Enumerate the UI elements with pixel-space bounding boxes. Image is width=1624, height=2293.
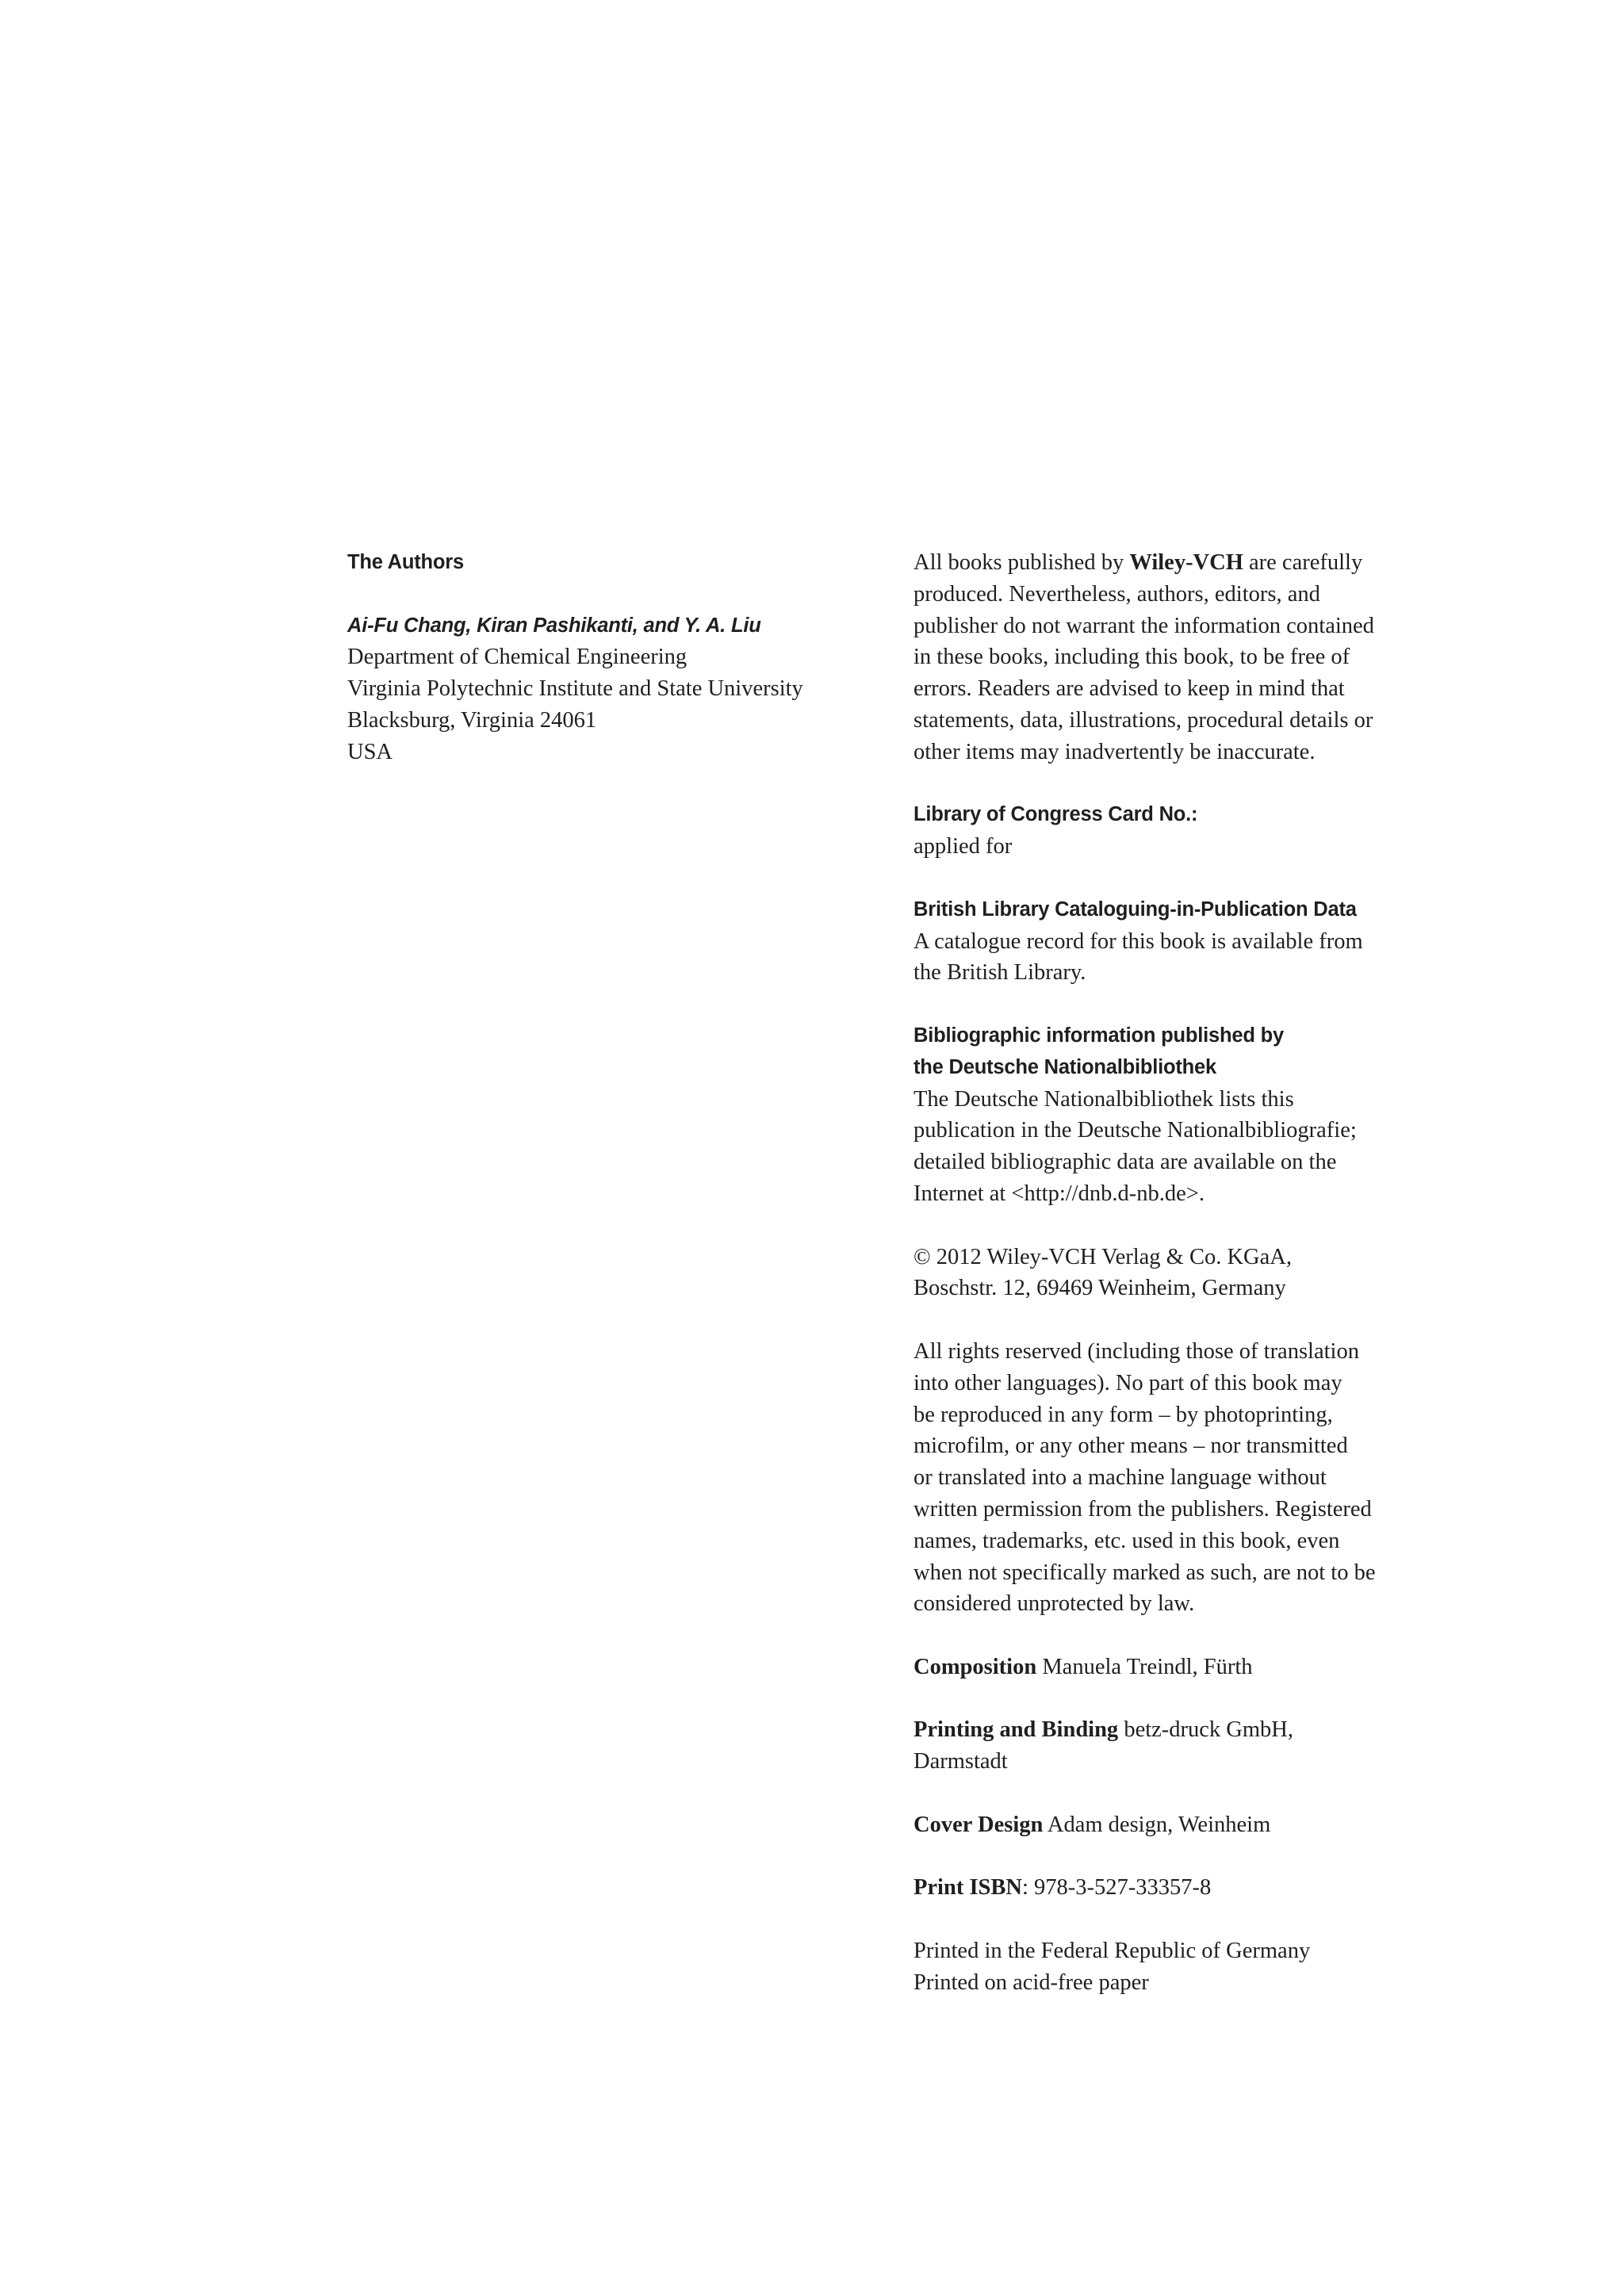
printing-value: betz-druck GmbH, [1118,1717,1293,1743]
bl-paragraph [914,926,1453,990]
rights-line: when not specifically marked as such, are not to be [914,1560,1376,1585]
printed-paper: Printed on acid-free paper [914,1970,1149,1995]
printing-label: Printing and Binding [914,1717,1119,1743]
bl-line: the British Library. [914,960,1086,986]
rights-line: into other languages). No part of this book may [914,1370,1342,1395]
rights-line: be reproduced in any form – by photoprinting, [914,1402,1333,1427]
disclaimer-paragraph [914,547,1453,768]
author-names: Ai-Fu Chang, Kiran Pashikanti, and Y. A. Liu [347,614,761,637]
dnb-line: detailed bibliographic data are available on the [914,1150,1337,1175]
loc-heading: Library of Congress Card No.: [914,803,1198,826]
isbn-label: Print ISBN [914,1875,1022,1901]
printing-credit [914,1714,1453,1778]
rights-line: or translated into a machine language without [914,1465,1327,1491]
address-line: Virginia Polytechnic Institute and State University [347,676,803,702]
disclaimer-line: produced. Nevertheless, authors, editors, and [914,581,1320,607]
disclaimer-line: errors. Readers are advised to keep in mind that [914,676,1345,702]
cover-label: Cover Design [914,1812,1044,1837]
dnb-heading: Bibliographic information published by [914,1024,1284,1047]
dnb-link-line: Internet at <http://dnb.d-nb.de>. [914,1181,1205,1206]
bl-heading: British Library Cataloguing-in-Publication Data [914,898,1357,921]
address-line: Blacksburg, Virginia 24061 [347,707,597,733]
rights-paragraph [914,1336,1453,1620]
dnb-line: publication in the Deutsche Nationalbibliografie; [914,1118,1357,1143]
address-line: USA [347,739,393,764]
rights-line: names, trademarks, etc. used in this book, even [914,1528,1340,1553]
rights-line: considered unprotected by law. [914,1591,1195,1617]
printed-notes [914,1935,1453,1999]
dnb-paragraph [914,1084,1453,1210]
copyright-block [914,1242,1453,1305]
address-line: Department of Chemical Engineering [347,645,688,670]
imprint-column [914,547,1453,1999]
disclaimer-line: other items may inadvertently be inaccurate. [914,739,1316,764]
composition-label: Composition [914,1654,1037,1679]
bl-line: A catalogue record for this book is available from [914,928,1363,954]
rights-line: written permission from the publishers. Registered [914,1496,1372,1522]
dnb-heading: the Deutsche Nationalbibliothek [914,1055,1217,1078]
composition-value: Manuela Treindl, Fürth [1036,1654,1253,1679]
authors-column [347,547,855,768]
disclaimer-line: in these books, including this book, to be free of [914,645,1350,670]
publisher-name: Wiley-VCH [1129,550,1243,575]
composition-credit [914,1652,1453,1683]
disclaimer-line: All books published by Wiley-VCH are carefully [914,550,1363,575]
isbn-value: : 978-3-527-33357-8 [1021,1875,1212,1901]
rights-line: microfilm, or any other means – nor transmitted [914,1434,1348,1459]
isbn-line [914,1872,1453,1904]
loc-text: applied for [914,834,1013,859]
author-address [347,641,855,768]
copyright-address: Boschstr. 12, 69469 Weinheim, Germany [914,1276,1286,1301]
dnb-line: The Deutsche Nationalbibliothek lists this [914,1086,1294,1112]
printing-city: Darmstadt [914,1749,1008,1774]
copyright-line: © 2012 Wiley-VCH Verlag & Co. KGaA, [914,1244,1292,1269]
disclaimer-line: statements, data, illustrations, procedural details or [914,707,1373,733]
disclaimer-line: publisher do not warrant the information contained [914,613,1374,638]
cover-credit [914,1809,1453,1841]
authors-heading: The Authors [347,551,465,573]
printed-country: Printed in the Federal Republic of Germany [914,1939,1311,1964]
cover-value: Adam design, Weinheim [1043,1812,1271,1837]
rights-line: All rights reserved (including those of translation [914,1338,1359,1364]
